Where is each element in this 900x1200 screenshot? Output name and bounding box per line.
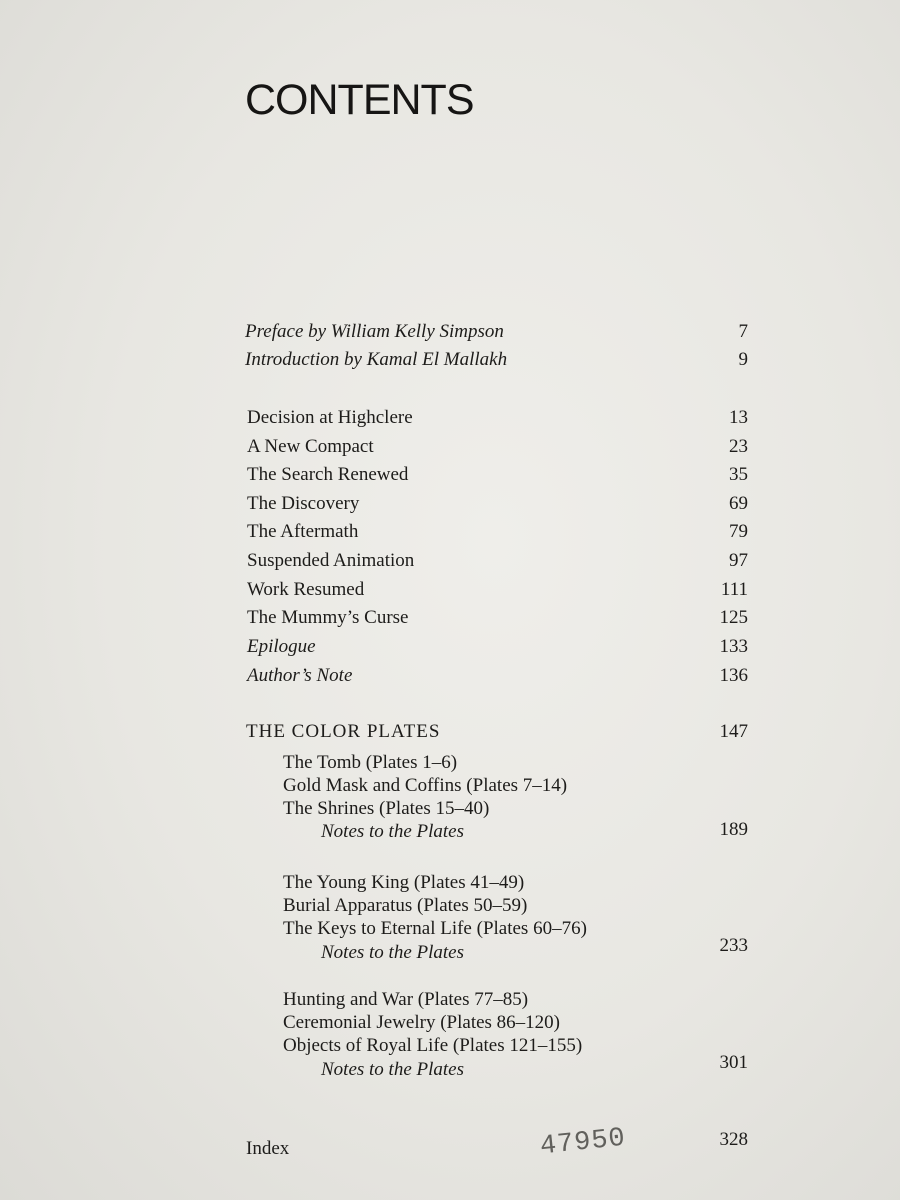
toc-page-introduction: 9 <box>738 349 748 370</box>
toc-entry-chapter: Suspended Animation <box>247 550 415 571</box>
toc-page-chapter: 97 <box>729 550 748 571</box>
toc-plate-item: The Keys to Eternal Life (Plates 60–76) <box>283 918 587 939</box>
toc-entry-chapter: The Mummy’s Curse <box>247 607 409 628</box>
toc-page-plate-notes: 301 <box>719 1052 748 1073</box>
toc-page-color-plates: 147 <box>719 721 748 742</box>
toc-plate-notes: Notes to the Plates <box>321 1059 465 1080</box>
toc-plate-notes: Notes to the Plates <box>321 942 465 963</box>
library-stamp-number: 47950 <box>538 1123 628 1163</box>
toc-entry-introduction: Introduction by Kamal El Mallakh <box>245 349 508 370</box>
toc-plate-item: The Shrines (Plates 15–40) <box>283 798 490 819</box>
toc-entry-authors-note: Author’s Note <box>247 665 353 686</box>
toc-plate-item: Objects of Royal Life (Plates 121–155) <box>283 1035 583 1056</box>
toc-entry-epilogue: Epilogue <box>247 636 316 657</box>
toc-page-chapter: 23 <box>729 436 748 457</box>
toc-page-chapter: 69 <box>729 493 748 514</box>
toc-page-plate-notes: 233 <box>719 935 748 956</box>
toc-page-epilogue: 133 <box>719 636 748 657</box>
toc-plate-item: Gold Mask and Coffins (Plates 7–14) <box>283 775 568 796</box>
toc-page-preface: 7 <box>738 321 748 342</box>
toc-entry-chapter: A New Compact <box>247 436 374 457</box>
page-title: CONTENTS <box>245 76 474 124</box>
toc-entry-index: Index <box>246 1138 290 1159</box>
toc-plate-item: The Young King (Plates 41–49) <box>283 872 525 893</box>
toc-plate-notes: Notes to the Plates <box>321 821 465 842</box>
toc-entry-chapter: The Aftermath <box>247 521 359 542</box>
toc-plate-item: Burial Apparatus (Plates 50–59) <box>283 895 528 916</box>
toc-page-authors-note: 136 <box>719 665 748 686</box>
toc-page-chapter: 13 <box>729 407 748 428</box>
toc-page-chapter: 35 <box>729 464 748 485</box>
toc-entry-preface: Preface by William Kelly Simpson <box>245 321 504 342</box>
toc-page-chapter: 111 <box>720 579 748 600</box>
toc-entry-chapter: The Search Renewed <box>247 464 409 485</box>
toc-plate-item: Hunting and War (Plates 77–85) <box>283 989 529 1010</box>
toc-page-plate-notes: 189 <box>719 819 748 840</box>
toc-plate-item: The Tomb (Plates 1–6) <box>283 752 458 773</box>
toc-page-chapter: 79 <box>729 521 748 542</box>
toc-plate-item: Ceremonial Jewelry (Plates 86–120) <box>283 1012 561 1033</box>
toc-page-chapter: 125 <box>719 607 748 628</box>
toc-section-color-plates: THE COLOR PLATES <box>246 721 441 742</box>
toc-page-index: 328 <box>719 1129 748 1150</box>
toc-entry-chapter: Work Resumed <box>247 579 365 600</box>
toc-entry-chapter: The Discovery <box>247 493 360 514</box>
toc-entry-chapter: Decision at Highclere <box>247 407 413 428</box>
